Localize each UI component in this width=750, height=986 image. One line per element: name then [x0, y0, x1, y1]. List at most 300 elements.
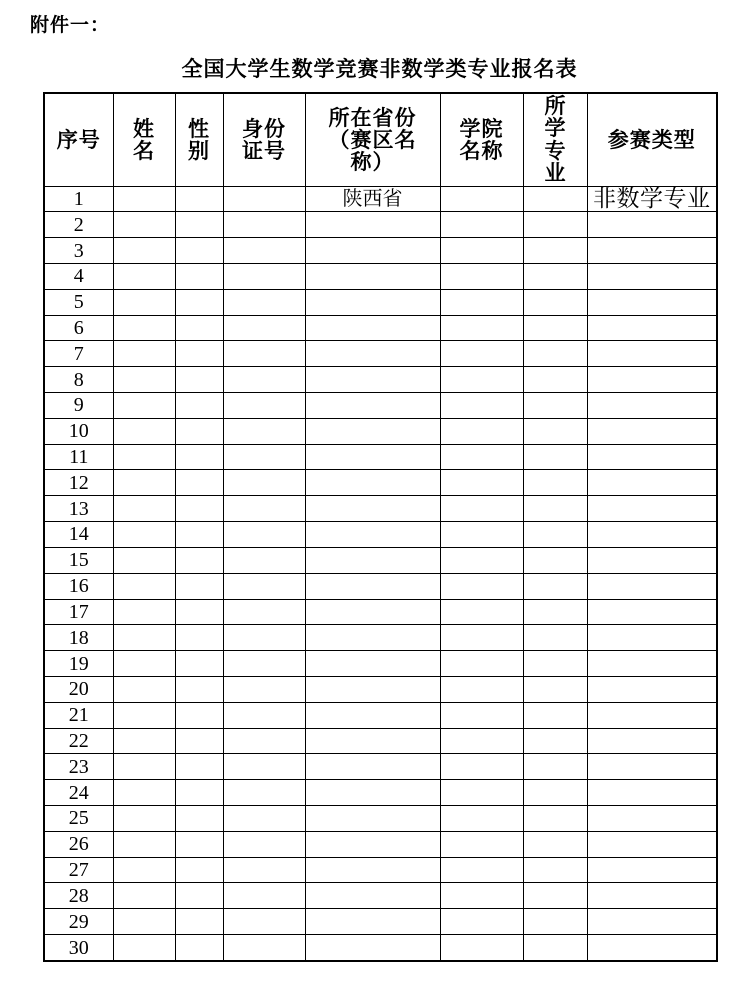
cell-id-number [223, 831, 305, 857]
cell-name [113, 547, 175, 573]
header-line: 序号 [56, 127, 101, 152]
header-line: 所在省份 [328, 105, 417, 130]
cell-major [523, 935, 587, 961]
cell-entry-type [587, 289, 717, 315]
cell-province [305, 522, 440, 548]
cell-id-number [223, 625, 305, 651]
cell-major [523, 909, 587, 935]
cell-entry-type [587, 625, 717, 651]
cell-name [113, 341, 175, 367]
cell-id-number [223, 496, 305, 522]
cell-entry-type [587, 341, 717, 367]
cell-gender [175, 651, 223, 677]
cell-name [113, 831, 175, 857]
cell-name [113, 418, 175, 444]
cell-province [305, 496, 440, 522]
table-row [44, 806, 717, 832]
header-line: 性 [188, 116, 210, 141]
column-header-province [305, 93, 440, 186]
cell-college [440, 806, 523, 832]
table-row [44, 625, 717, 651]
cell-gender [175, 806, 223, 832]
cell-no: 28 [44, 883, 113, 909]
cell-province [305, 651, 440, 677]
cell-no: 12 [44, 470, 113, 496]
table-body [44, 186, 717, 961]
cell-name [113, 676, 175, 702]
table-row [44, 883, 717, 909]
cell-name [113, 702, 175, 728]
cell-entry-type [587, 676, 717, 702]
cell-gender [175, 393, 223, 419]
cell-id-number [223, 444, 305, 470]
cell-gender [175, 573, 223, 599]
cell-no: 19 [44, 651, 113, 677]
cell-major [523, 702, 587, 728]
cell-no: 3 [44, 238, 113, 264]
cell-province [305, 341, 440, 367]
cell-college [440, 780, 523, 806]
cell-college [440, 676, 523, 702]
table-row [44, 418, 717, 444]
cell-province [305, 238, 440, 264]
cell-gender [175, 935, 223, 961]
cell-id-number [223, 289, 305, 315]
cell-no: 24 [44, 780, 113, 806]
registration-table [43, 92, 718, 962]
cell-id-number [223, 806, 305, 832]
cell-id-number [223, 909, 305, 935]
cell-entry-type [587, 470, 717, 496]
cell-college [440, 573, 523, 599]
cell-province [305, 212, 440, 238]
cell-name [113, 883, 175, 909]
cell-id-number [223, 883, 305, 909]
cell-id-number [223, 935, 305, 961]
cell-college [440, 418, 523, 444]
cell-gender [175, 367, 223, 393]
cell-entry-type [587, 909, 717, 935]
cell-entry-type [587, 599, 717, 625]
cell-no: 29 [44, 909, 113, 935]
header-line: 业 [544, 161, 566, 186]
cell-no: 10 [44, 418, 113, 444]
cell-college [440, 547, 523, 573]
cell-major [523, 341, 587, 367]
cell-entry-type [587, 212, 717, 238]
cell-id-number [223, 393, 305, 419]
header-line: 学院 [459, 116, 504, 141]
cell-no: 9 [44, 393, 113, 419]
cell-college [440, 444, 523, 470]
cell-college [440, 522, 523, 548]
header-line: 身份 [242, 116, 286, 141]
cell-major [523, 418, 587, 444]
cell-name [113, 367, 175, 393]
cell-name [113, 186, 175, 212]
cell-entry-type [587, 367, 717, 393]
cell-gender [175, 909, 223, 935]
cell-id-number [223, 522, 305, 548]
cell-college [440, 289, 523, 315]
cell-major [523, 831, 587, 857]
cell-entry-type: 非数学专业 [587, 186, 717, 212]
cell-no: 27 [44, 857, 113, 883]
table-row [44, 289, 717, 315]
cell-id-number [223, 341, 305, 367]
header-line: （赛区名 [328, 127, 417, 152]
column-header-name [113, 93, 175, 186]
cell-no: 23 [44, 754, 113, 780]
cell-name [113, 315, 175, 341]
table-row [44, 238, 717, 264]
cell-major [523, 625, 587, 651]
cell-major [523, 212, 587, 238]
cell-name [113, 935, 175, 961]
cell-province [305, 315, 440, 341]
table-row [44, 935, 717, 961]
cell-gender [175, 831, 223, 857]
cell-college [440, 496, 523, 522]
cell-college [440, 341, 523, 367]
cell-no: 1 [44, 186, 113, 212]
cell-college [440, 909, 523, 935]
cell-college [440, 238, 523, 264]
cell-province [305, 289, 440, 315]
cell-gender [175, 625, 223, 651]
cell-major [523, 883, 587, 909]
cell-name [113, 780, 175, 806]
cell-name [113, 470, 175, 496]
cell-major [523, 367, 587, 393]
cell-id-number [223, 238, 305, 264]
cell-name [113, 599, 175, 625]
cell-college [440, 702, 523, 728]
cell-name [113, 289, 175, 315]
cell-name [113, 625, 175, 651]
column-header-no [44, 93, 113, 186]
cell-gender [175, 496, 223, 522]
cell-id-number [223, 263, 305, 289]
cell-no: 16 [44, 573, 113, 599]
cell-major [523, 289, 587, 315]
cell-name [113, 444, 175, 470]
cell-name [113, 212, 175, 238]
table-row [44, 212, 717, 238]
cell-no: 13 [44, 496, 113, 522]
cell-name [113, 573, 175, 599]
cell-major [523, 547, 587, 573]
cell-gender [175, 444, 223, 470]
table-row [44, 754, 717, 780]
cell-gender [175, 754, 223, 780]
table-row [44, 857, 717, 883]
cell-entry-type [587, 522, 717, 548]
cell-name [113, 806, 175, 832]
cell-province [305, 625, 440, 651]
cell-province [305, 780, 440, 806]
column-header-gender [175, 93, 223, 186]
cell-id-number [223, 599, 305, 625]
cell-no: 22 [44, 728, 113, 754]
header-line: 姓 [133, 116, 155, 141]
table-row [44, 367, 717, 393]
cell-gender [175, 238, 223, 264]
cell-major [523, 780, 587, 806]
table-row [44, 263, 717, 289]
cell-entry-type [587, 702, 717, 728]
table-row [44, 573, 717, 599]
cell-gender [175, 883, 223, 909]
cell-no: 5 [44, 289, 113, 315]
cell-province [305, 263, 440, 289]
cell-name [113, 651, 175, 677]
cell-name [113, 857, 175, 883]
cell-id-number [223, 186, 305, 212]
cell-province [305, 728, 440, 754]
cell-entry-type [587, 728, 717, 754]
cell-name [113, 393, 175, 419]
cell-no: 14 [44, 522, 113, 548]
cell-major [523, 496, 587, 522]
column-header-entry-type [587, 93, 717, 186]
form-title: 全国大学生数学竞赛非数学类专业报名表 [181, 57, 578, 81]
cell-college [440, 754, 523, 780]
cell-province [305, 831, 440, 857]
cell-no: 6 [44, 315, 113, 341]
cell-no: 30 [44, 935, 113, 961]
cell-college [440, 212, 523, 238]
cell-entry-type [587, 444, 717, 470]
cell-province [305, 367, 440, 393]
cell-province [305, 393, 440, 419]
cell-major [523, 393, 587, 419]
cell-major [523, 263, 587, 289]
cell-major [523, 676, 587, 702]
header-line: 名称 [459, 138, 504, 163]
attachment-label: 附件一： [30, 15, 111, 36]
cell-province: 陕西省 [305, 186, 440, 212]
cell-gender [175, 599, 223, 625]
header-row [44, 93, 717, 186]
cell-college [440, 831, 523, 857]
header-line: 名 [133, 138, 155, 163]
cell-no: 7 [44, 341, 113, 367]
cell-gender [175, 676, 223, 702]
cell-major [523, 315, 587, 341]
cell-province [305, 418, 440, 444]
cell-gender [175, 780, 223, 806]
table-header [44, 93, 717, 186]
cell-college [440, 935, 523, 961]
cell-major [523, 470, 587, 496]
table-row [44, 702, 717, 728]
cell-province [305, 444, 440, 470]
cell-no: 4 [44, 263, 113, 289]
cell-major [523, 444, 587, 470]
cell-no: 15 [44, 547, 113, 573]
cell-major [523, 522, 587, 548]
cell-no: 17 [44, 599, 113, 625]
cell-id-number [223, 754, 305, 780]
table-row [44, 341, 717, 367]
cell-gender [175, 315, 223, 341]
cell-college [440, 315, 523, 341]
cell-province [305, 676, 440, 702]
cell-id-number [223, 547, 305, 573]
cell-college [440, 263, 523, 289]
cell-name [113, 238, 175, 264]
cell-college [440, 470, 523, 496]
cell-name [113, 522, 175, 548]
cell-id-number [223, 573, 305, 599]
cell-province [305, 806, 440, 832]
cell-college [440, 393, 523, 419]
table-row [44, 728, 717, 754]
cell-no: 2 [44, 212, 113, 238]
cell-province [305, 702, 440, 728]
table-row [44, 315, 717, 341]
cell-id-number [223, 315, 305, 341]
table-row [44, 522, 717, 548]
cell-province [305, 599, 440, 625]
cell-no: 11 [44, 444, 113, 470]
cell-entry-type [587, 883, 717, 909]
column-header-major [523, 93, 587, 186]
cell-id-number [223, 651, 305, 677]
column-header-id-number [223, 93, 305, 186]
header-line: 称） [350, 149, 395, 174]
cell-gender [175, 547, 223, 573]
table-row [44, 780, 717, 806]
cell-no: 20 [44, 676, 113, 702]
cell-entry-type [587, 935, 717, 961]
cell-province [305, 909, 440, 935]
cell-id-number [223, 702, 305, 728]
cell-entry-type [587, 780, 717, 806]
header-line: 参赛类型 [607, 127, 696, 152]
cell-entry-type [587, 418, 717, 444]
cell-major [523, 651, 587, 677]
table-row [44, 651, 717, 677]
cell-entry-type [587, 547, 717, 573]
cell-gender [175, 186, 223, 212]
cell-province [305, 547, 440, 573]
cell-major [523, 806, 587, 832]
header-line: 学 [544, 116, 566, 141]
cell-id-number [223, 780, 305, 806]
cell-gender [175, 522, 223, 548]
cell-entry-type [587, 238, 717, 264]
cell-province [305, 935, 440, 961]
cell-entry-type [587, 393, 717, 419]
cell-gender [175, 289, 223, 315]
cell-name [113, 263, 175, 289]
header-line: 所 [544, 93, 566, 118]
cell-no: 18 [44, 625, 113, 651]
cell-entry-type [587, 831, 717, 857]
cell-college [440, 599, 523, 625]
header-line: 专 [544, 138, 566, 163]
cell-province [305, 573, 440, 599]
cell-college [440, 625, 523, 651]
cell-major [523, 238, 587, 264]
cell-no: 25 [44, 806, 113, 832]
cell-province [305, 857, 440, 883]
table-row [44, 831, 717, 857]
table-row [44, 676, 717, 702]
table-row [44, 186, 717, 212]
table-row [44, 496, 717, 522]
cell-entry-type [587, 651, 717, 677]
table-row [44, 470, 717, 496]
cell-entry-type [587, 573, 717, 599]
table-row [44, 909, 717, 935]
cell-gender [175, 212, 223, 238]
column-header-college [440, 93, 523, 186]
table-row [44, 393, 717, 419]
cell-name [113, 496, 175, 522]
cell-entry-type [587, 754, 717, 780]
cell-major [523, 186, 587, 212]
cell-id-number [223, 212, 305, 238]
cell-province [305, 883, 440, 909]
cell-gender [175, 341, 223, 367]
cell-no: 26 [44, 831, 113, 857]
cell-id-number [223, 418, 305, 444]
header-line: 证号 [242, 138, 286, 163]
cell-name [113, 754, 175, 780]
cell-entry-type [587, 496, 717, 522]
cell-gender [175, 857, 223, 883]
cell-college [440, 728, 523, 754]
cell-major [523, 728, 587, 754]
cell-major [523, 599, 587, 625]
cell-entry-type [587, 857, 717, 883]
cell-gender [175, 702, 223, 728]
cell-province [305, 754, 440, 780]
cell-entry-type [587, 315, 717, 341]
cell-no: 21 [44, 702, 113, 728]
cell-name [113, 728, 175, 754]
table-row [44, 599, 717, 625]
table-row [44, 444, 717, 470]
cell-major [523, 857, 587, 883]
cell-entry-type [587, 806, 717, 832]
cell-id-number [223, 676, 305, 702]
cell-college [440, 857, 523, 883]
header-line: 别 [188, 138, 210, 163]
cell-major [523, 573, 587, 599]
cell-college [440, 883, 523, 909]
cell-province [305, 470, 440, 496]
table-row [44, 547, 717, 573]
cell-name [113, 909, 175, 935]
cell-id-number [223, 367, 305, 393]
cell-id-number [223, 728, 305, 754]
cell-major [523, 754, 587, 780]
cell-entry-type [587, 263, 717, 289]
cell-id-number [223, 470, 305, 496]
cell-college [440, 651, 523, 677]
cell-college [440, 186, 523, 212]
cell-gender [175, 728, 223, 754]
cell-no: 8 [44, 367, 113, 393]
cell-gender [175, 263, 223, 289]
cell-gender [175, 470, 223, 496]
cell-id-number [223, 857, 305, 883]
cell-gender [175, 418, 223, 444]
